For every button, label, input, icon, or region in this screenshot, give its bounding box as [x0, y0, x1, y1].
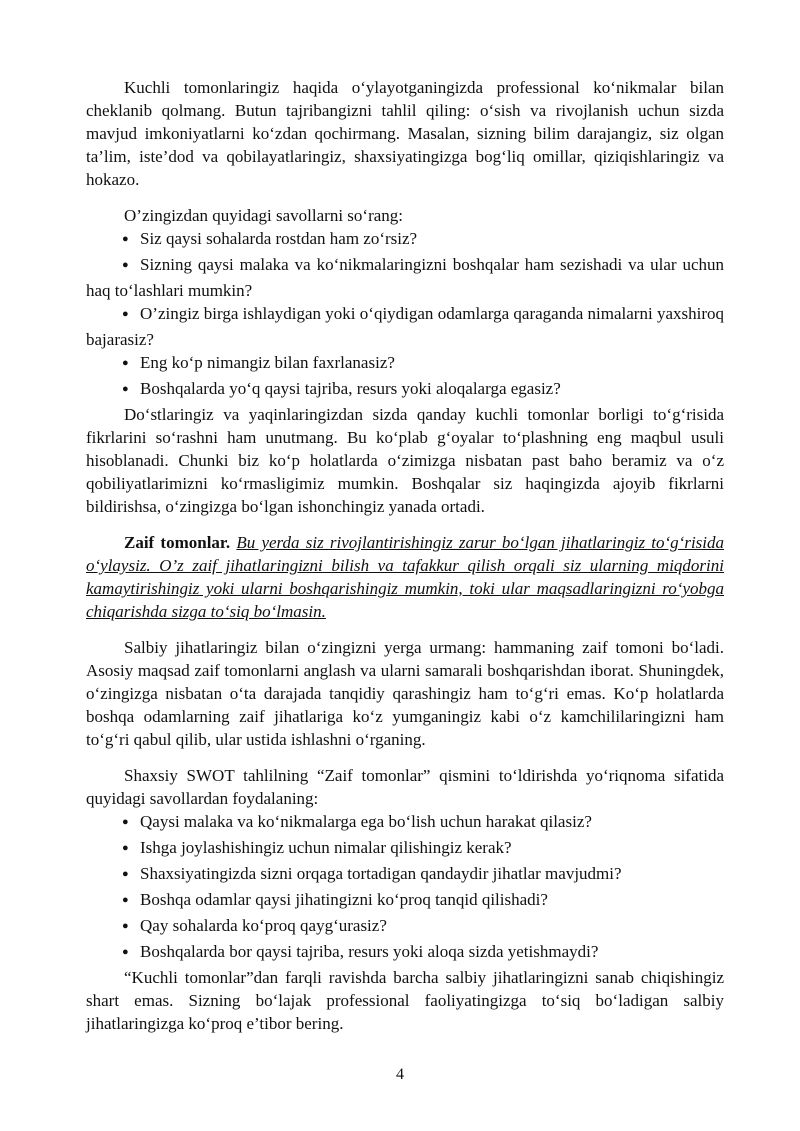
list-item: ●Qaysi malaka va ko‘nikmalarga ega bo‘lish uchun harakat qilasiz?: [86, 810, 724, 836]
list-item: ●Sizning qaysi malaka va ko‘nikmalaringizni boshqalar ham sezishadi va ular uchun haq to‘lashlari mumkin?: [86, 253, 724, 302]
list-item: ●Boshqa odamlar qaysi jihatingizni ko‘proq tanqid qilishadi?: [86, 888, 724, 914]
list-item: ●Siz qaysi sohalarda rostdan ham zo‘rsiz?: [86, 227, 724, 253]
intro-paragraph: Kuchli tomonlaringiz haqida o‘ylayotganingizda professional ko‘nikmalar bilan cheklanib qolmang. Butun tajribangizni tahlil qiling: o‘sish va rivojlanish uchun sizda mavjud imkoniyatlarni ko‘zdan qochirmang. Masalan, sizning bilim darajangiz, siz olgan ta’lim, iste’dod va qobilayatlaringiz, shaxsiyatingizga bog‘liq omillar, qiziqishlaringiz va hokazo.: [86, 78, 724, 189]
questions-intro: O’zingizdan quyidagi savollarni so‘rang:: [124, 206, 404, 225]
bullet-icon: [122, 888, 140, 914]
bullet-icon: [122, 914, 140, 940]
strengths-questions-list: [86, 227, 724, 403]
page-number: 4: [396, 1066, 404, 1083]
friends-paragraph: Do‘stlaringiz va yaqinlaringizdan sizda qanday kuchli tomonlar borligi to‘g‘risida fikrlarini so‘rashni ham unutmang. Bu ko‘plab g‘oyalar to‘plashning eng maqbul usuli hisoblanadi. Chunki biz ko‘p holatlarda o‘zimizga nisbatan past baho beramiz va o‘z qobiliyatlarimizni ko‘rmasligimiz mumkin. Boshqalar siz haqingizda ajoyib fikrlarni bildirishsa, o‘zingizga bo‘lgan ishonchingiz yanada ortadi.: [86, 405, 724, 516]
list-item: ●Ishga joylashishingiz uchun nimalar qilishingiz kerak?: [86, 836, 724, 862]
weaknesses-heading: Zaif tomonlar.: [124, 533, 231, 552]
bullet-icon: [122, 253, 140, 279]
list-item: ●Eng ko‘p nimangiz bilan faxrlanasiz?: [86, 351, 724, 377]
list-item: ●Boshqalarda bor qaysi tajriba, resurs yoki aloqa sizda yetishmaydi?: [86, 940, 724, 966]
bullet-icon: [122, 940, 140, 966]
bullet-icon: [122, 862, 140, 888]
weaknesses-definition: Bu yerda siz rivojlantirishingiz zarur bo‘lgan jihatlaringiz to‘g‘risida o‘ylaysiz. O’z zaif jihatlaringizni bilish va tafakkur qilish orqali siz ularning miqdorini kamaytirishingiz yoki ularni boshqarishingiz mumkin, toki ular maqsadlaringizni ro‘yobga chiqarishda sizga to‘siq bo‘lmasin.: [86, 533, 725, 621]
negative-paragraph: Salbiy jihatlaringiz bilan o‘zingizni yerga urmang: hammaning zaif tomoni bo‘ladi. Asosiy maqsad zaif tomonlarni anglash va ularni samarali boshqarishdan iborat. Shuningdek, o‘zingizga nisbatan o‘ta darajada tanqidiy qarashingiz ham to‘g‘ri emas. Ko‘p holatlarda boshqa odamlarning zaif jihatlariga ko‘z yumganingiz kabi o‘z kamchililaringizni ham to‘g‘ri qabul qilib, ular ustida ishlashni o‘rganing.: [86, 638, 724, 749]
weakness-questions-list: [86, 810, 724, 966]
closing-paragraph: “Kuchli tomonlar”dan farqli ravishda barcha salbiy jihatlaringizni sanab chiqishingiz shart emas. Sizning bo‘lajak professional faoliyatingizga to‘siq bo‘ladigan salbiy jihatlaringizga ko‘proq e’tibor bering.: [86, 968, 724, 1033]
bullet-icon: [122, 351, 140, 377]
bullet-icon: [122, 810, 140, 836]
list-item: ●Boshqalarda yo‘q qaysi tajriba, resurs yoki aloqalarga egasiz?: [86, 377, 724, 403]
swot-paragraph: Shaxsiy SWOT tahlilning “Zaif tomonlar” qismini to‘ldirishda yo‘riqnoma sifatida quyidagi savollardan foydalaning:: [86, 766, 724, 808]
weaknesses-paragraph: [86, 531, 724, 623]
list-item: ●O’zingiz birga ishlaydigan yoki o‘qiydigan odamlarga qaraganda nimalarni yaxshiroq bajarasiz?: [86, 302, 724, 351]
bullet-icon: [122, 227, 140, 253]
list-item: ●Shaxsiyatingizda sizni orqaga tortadigan qandaydir jihatlar mavjudmi?: [86, 862, 724, 888]
bullet-icon: [122, 836, 140, 862]
list-item: ●Qay sohalarda ko‘proq qayg‘urasiz?: [86, 914, 724, 940]
bullet-icon: [122, 302, 140, 328]
bullet-icon: [122, 377, 140, 403]
